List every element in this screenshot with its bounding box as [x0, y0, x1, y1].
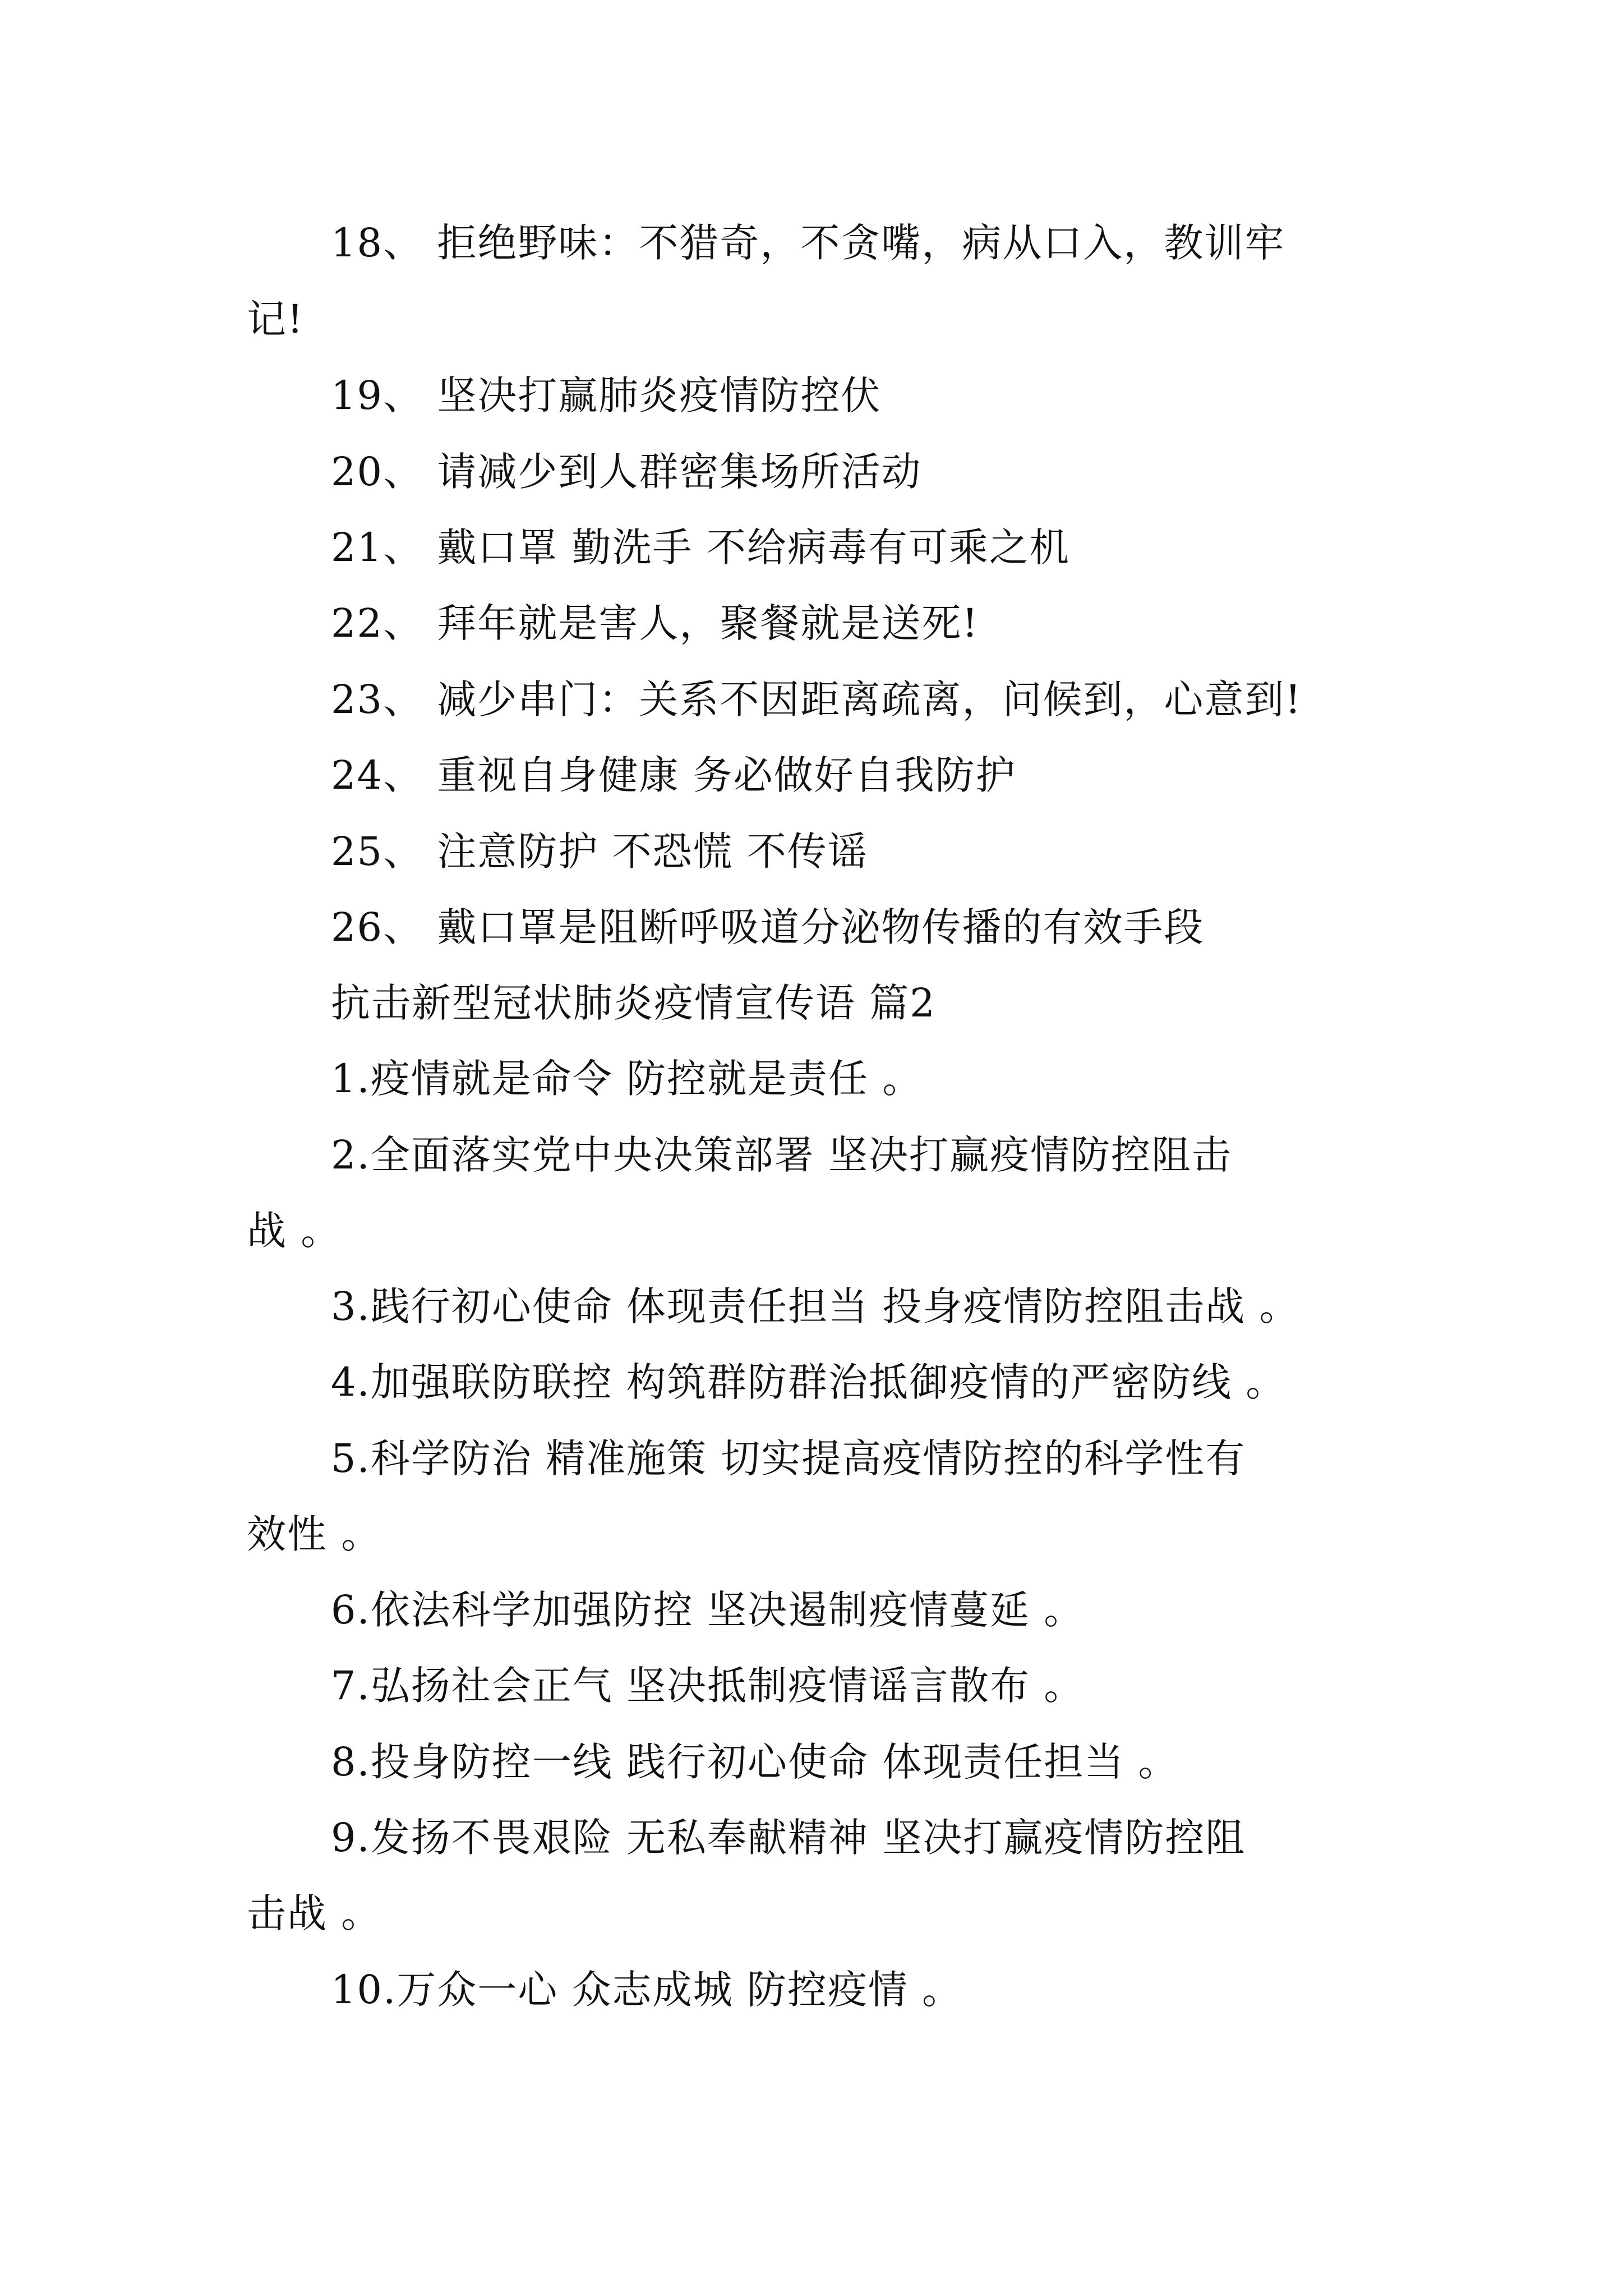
text-line: 24、 重视自身健康 务必做好自我防护: [331, 752, 1016, 798]
text-line: 9.发扬不畏艰险 无私奉献精神 坚决打赢疫情防控阻: [331, 1815, 1246, 1861]
text-line: 19、 坚决打赢肺炎疫情防控伏: [331, 372, 882, 418]
text-line: 效性 。: [247, 1511, 382, 1557]
text-line: 18、 拒绝野味：不猎奇，不贪嘴，病从口入，教训牢: [331, 220, 1285, 266]
text-line: 25、 注意防护 不恐慌 不传谣: [331, 829, 868, 875]
text-line: 8.投身防控一线 践行初心使命 体现责任担当 。: [331, 1739, 1179, 1785]
text-line: 4.加强联防联控 构筑群防群治抵御疫情的严密防线 。: [331, 1359, 1287, 1405]
text-line: 5.科学防治 精准施策 切实提高疫情防控的科学性有: [331, 1435, 1246, 1481]
text-line: 战 。: [247, 1208, 342, 1254]
text-line: 6.依法科学加强防控 坚决遏制疫情蔓延 。: [331, 1587, 1085, 1633]
text-line: 10.万众一心 众志成城 防控疫情 。: [331, 1967, 963, 2013]
text-line: 21、 戴口罩 勤洗手 不给病毒有可乘之机: [331, 524, 1070, 570]
text-line: 3.践行初心使命 体现责任担当 投身疫情防控阻击战 。: [331, 1283, 1300, 1329]
text-line: 23、 减少串门：关系不因距离疏离，问候到，心意到!: [331, 677, 1302, 723]
text-line: 7.弘扬社会正气 坚决抵制疫情谣言散布 。: [331, 1663, 1085, 1709]
text-line: 击战 。: [247, 1890, 382, 1936]
text-line: 26、 戴口罩是阻断呼吸道分泌物传播的有效手段: [331, 904, 1205, 950]
text-line: 1.疫情就是命令 防控就是责任 。: [331, 1056, 923, 1102]
section-heading: 抗击新型冠状肺炎疫情宣传语 篇2: [331, 980, 936, 1026]
text-line: 20、 请减少到人群密集场所活动: [331, 449, 922, 495]
text-line: 记!: [247, 296, 305, 342]
text-line: 2.全面落实党中央决策部署 坚决打赢疫情防控阻击: [331, 1132, 1233, 1178]
text-line: 22、 拜年就是害人，聚餐就是送死!: [331, 600, 979, 646]
